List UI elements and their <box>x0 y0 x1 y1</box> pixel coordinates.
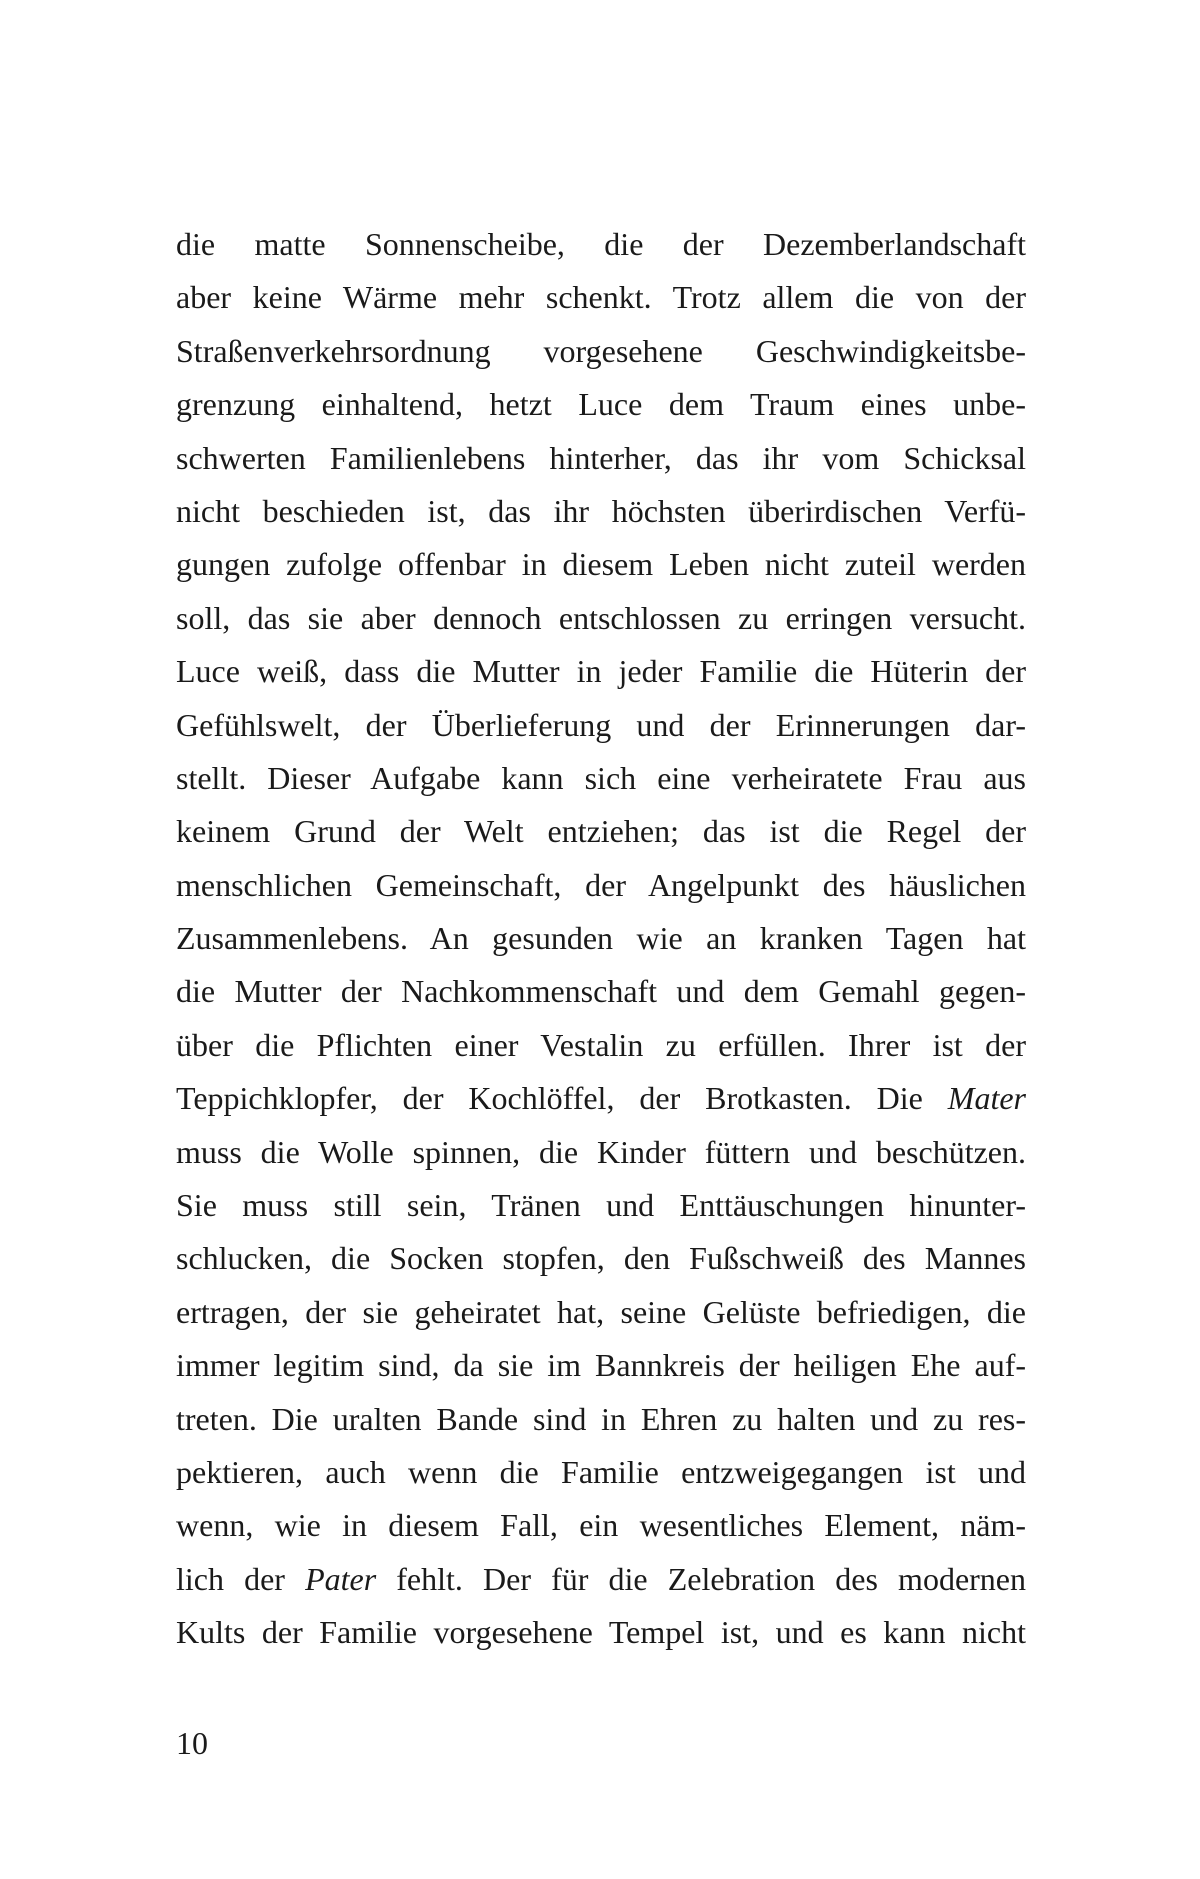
text-line: soll, das sie aber dennoch entschlossen zu erringen versucht. <box>176 599 1026 636</box>
text-line: stellt. Dieser Aufgabe kann sich eine verheiratete Frau aus <box>176 759 1026 796</box>
text-line: schwerten Familienlebens hinterher, das ihr vom Schicksal <box>176 439 1026 476</box>
text-line: die matte Sonnenscheibe, die der Dezemberlandschaft <box>176 226 1026 262</box>
text-line: gungen zufolge offenbar in diesem Leben nicht zuteil werden <box>176 546 1026 583</box>
text-line: nicht beschieden ist, das ihr höchsten überirdischen Verfü- <box>176 492 1026 529</box>
text-line: Sie muss still sein, Tränen und Enttäuschungen hinunter- <box>176 1187 1026 1224</box>
text-line-segment: lich der <box>176 1560 306 1597</box>
text-line: über die Pflichten einer Vestalin zu erfüllen. Ihrer ist der <box>176 1026 1026 1063</box>
text-line: Gefühlswelt, der Überlieferung und der Erinnerungen dar- <box>176 706 1026 743</box>
text-line: menschlichen Gemeinschaft, der Angelpunkt des häuslichen <box>176 866 1026 903</box>
text-line: aber keine Wärme mehr schenkt. Trotz allem die von der <box>176 279 1026 316</box>
text-line: Straßenverkehrsordnung vorgesehene Geschwindigkeitsbe- <box>176 332 1026 369</box>
body-text <box>176 218 1026 1660</box>
text-line <box>176 1553 1026 1606</box>
page-number: 10 <box>176 1725 208 1761</box>
text-line: Zusammenlebens. An gesunden wie an kranken Tagen hat <box>176 920 1026 957</box>
text-line <box>176 1072 1026 1125</box>
text-line: Luce weiß, dass die Mutter in jeder Familie die Hüterin der <box>176 653 1026 690</box>
text-line: keinem Grund der Welt entziehen; das ist die Regel der <box>176 813 1026 850</box>
text-line: pektieren, auch wenn die Familie entzweigegangen ist und <box>176 1453 1026 1490</box>
text-line: immer legitim sind, da sie im Bannkreis der heiligen Ehe auf- <box>176 1347 1026 1384</box>
text-line-segment: fehlt. Der für die Zelebration des modernen <box>376 1560 1027 1597</box>
text-line: die Mutter der Nachkommenschaft und dem Gemahl gegen- <box>176 973 1026 1010</box>
text-line: schlucken, die Socken stopfen, den Fußschweiß des Mannes <box>176 1240 1026 1277</box>
text-line-segment: Teppichklopfer, der Kochlöffel, der Brotkasten. Die <box>176 1080 948 1117</box>
text-line: grenzung einhaltend, hetzt Luce dem Traum eines unbe- <box>176 386 1026 423</box>
italic-word-pater: Pater <box>305 1560 377 1597</box>
text-line: Kults der Familie vorgesehene Tempel ist, und es kann nicht <box>176 1614 1026 1651</box>
italic-word-mater: Mater <box>947 1080 1026 1117</box>
text-line: wenn, wie in diesem Fall, ein wesentliches Element, näm- <box>176 1507 1026 1544</box>
text-line: muss die Wolle spinnen, die Kinder füttern und beschützen. <box>176 1133 1026 1170</box>
text-line: ertragen, der sie geheiratet hat, seine Gelüste befriedigen, die <box>176 1293 1026 1330</box>
text-line: treten. Die uralten Bande sind in Ehren zu halten und zu res- <box>176 1400 1026 1437</box>
